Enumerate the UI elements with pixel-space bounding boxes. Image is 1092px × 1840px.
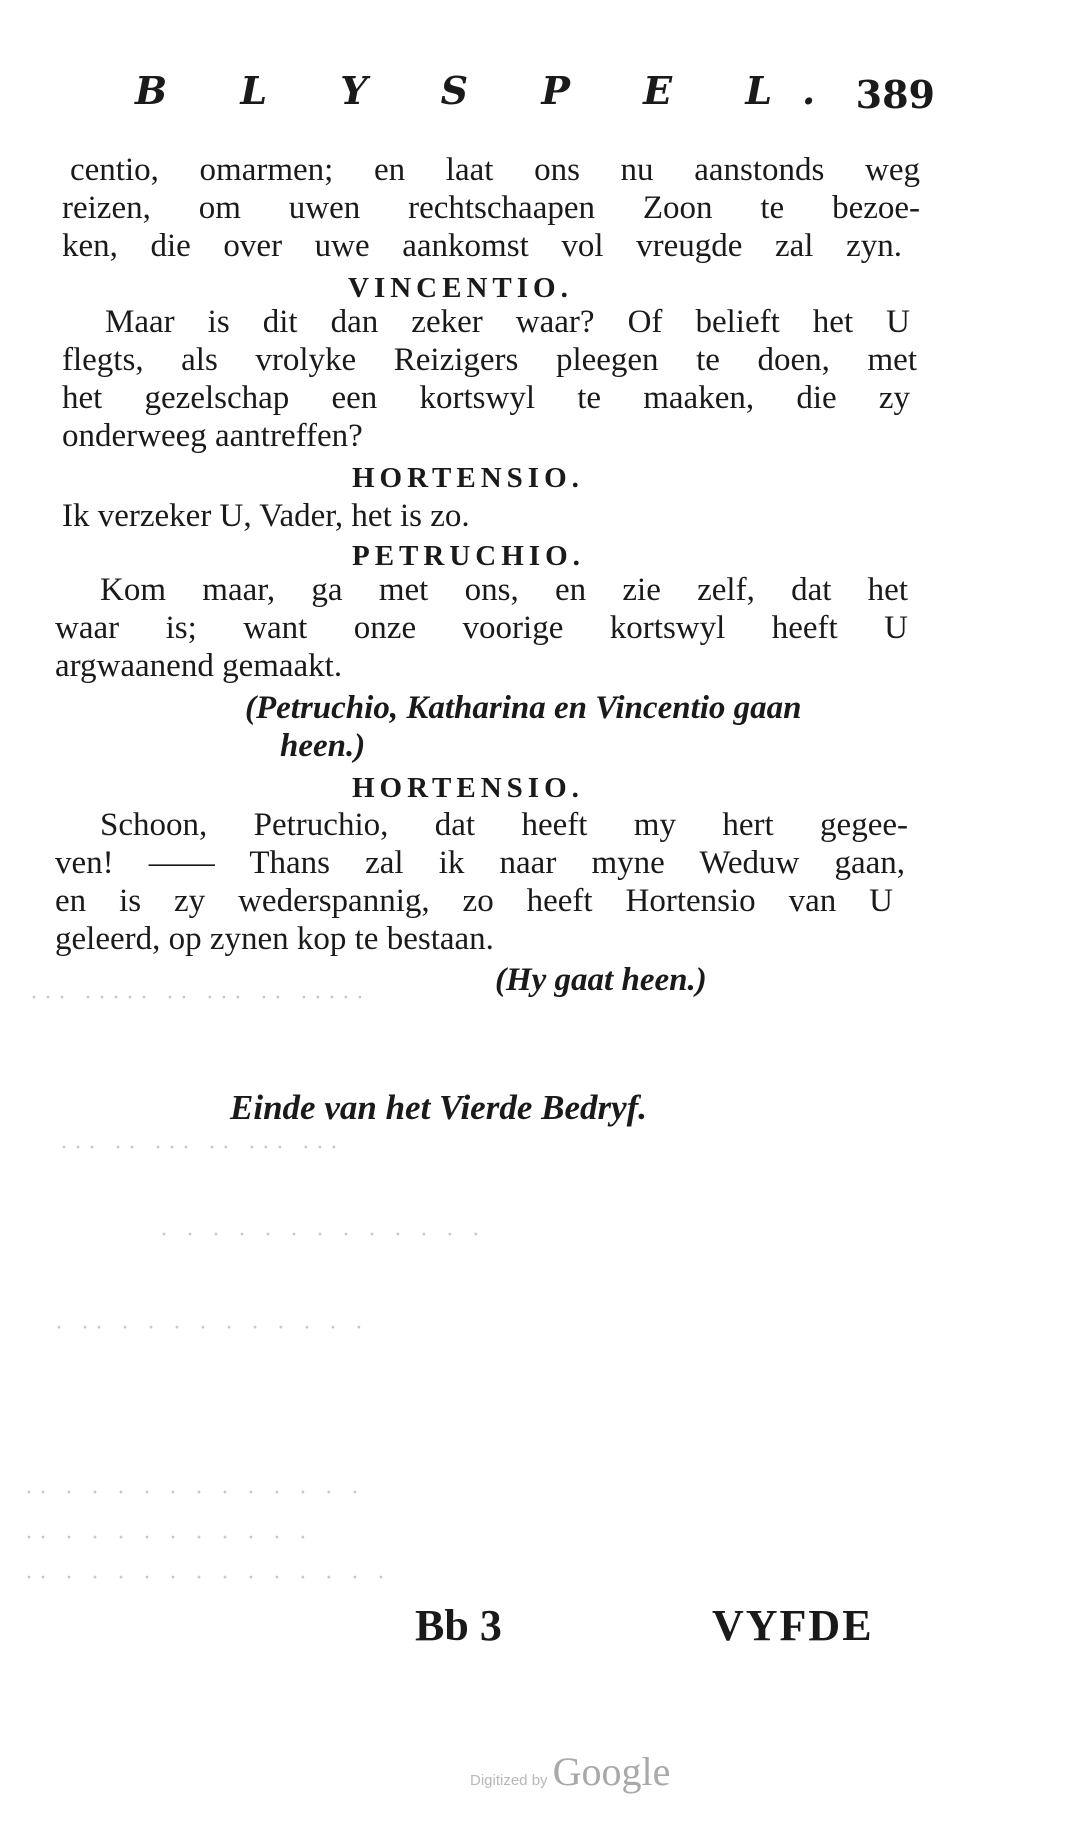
running-head bbox=[135, 68, 935, 118]
text-line: centio, omarmen; en laat ons nu aanstonds weg bbox=[70, 152, 920, 188]
show-through-marks: · · · · · · · · · · · · · bbox=[160, 1222, 486, 1248]
text-line: flegts, als vrolyke Reizigers pleegen te doen, met bbox=[62, 342, 917, 378]
text-line: onderweeg aantreffen? bbox=[62, 418, 363, 454]
text-line: geleerd, op zynen kop te bestaan. bbox=[55, 921, 494, 957]
show-through-marks: · ·· · · · · · · · · · · bbox=[55, 1315, 369, 1341]
running-title: B L Y S P E L. bbox=[135, 68, 846, 113]
stage-direction: (Hy gaat heen.) bbox=[495, 962, 707, 998]
act-end-heading: Einde van het Vierde Bedryf. bbox=[230, 1088, 648, 1127]
google-logo: Google bbox=[552, 1749, 671, 1794]
speaker-name: HORTENSIO. bbox=[352, 772, 584, 804]
catchword: VYFDE bbox=[712, 1601, 874, 1650]
text-line: ven! —— Thans zal ik naar myne Weduw gaan, bbox=[55, 845, 905, 881]
stage-direction: heen.) bbox=[280, 728, 366, 764]
show-through-marks: ··· ·· ··· ·· ··· ··· bbox=[60, 1135, 344, 1161]
speaker-name: VINCENTIO. bbox=[348, 272, 573, 304]
watermark-prefix: Digitized by bbox=[470, 1772, 548, 1789]
text-line: Kom maar, ga met ons, en zie zelf, dat het bbox=[100, 572, 908, 608]
text-line: argwaanend gemaakt. bbox=[55, 648, 343, 684]
speaker-name: HORTENSIO. bbox=[352, 462, 584, 494]
show-through-marks: ·· · · · · · · · · · · bbox=[25, 1525, 313, 1551]
text-line: Maar is dit dan zeker waar? Of belieft het U bbox=[105, 304, 910, 340]
text-line: het gezelschap een kortswyl te maaken, die zy bbox=[62, 380, 910, 416]
show-through-marks: ·· · · · · · · · · · · · · · bbox=[25, 1565, 391, 1591]
show-through-marks: ··· ····· ·· ··· ·· ····· bbox=[30, 985, 370, 1011]
page-number: 389 bbox=[855, 72, 935, 117]
text-line: en is zy wederspannig, zo heeft Hortensio van U bbox=[55, 883, 893, 919]
text-line: Ik verzeker U, Vader, het is zo. bbox=[62, 498, 470, 534]
text-line: reizen, om uwen rechtschaapen Zoon te bezoe- bbox=[62, 190, 920, 226]
speaker-name: PETRUCHIO. bbox=[352, 540, 585, 572]
stage-direction: (Petruchio, Katharina en Vincentio gaan bbox=[245, 690, 802, 726]
text-line: Schoon, Petruchio, dat heeft my hert gegee- bbox=[100, 807, 908, 843]
digitization-watermark bbox=[470, 1748, 670, 1795]
show-through-marks: ·· · · · · · · · · · · · · bbox=[25, 1480, 365, 1506]
text-line: waar is; want onze voorige kortswyl heeft U bbox=[55, 610, 908, 646]
signature-mark: Bb 3 bbox=[415, 1601, 502, 1650]
text-line: ken, die over uwe aankomst vol vreugde zal zyn. bbox=[62, 228, 902, 264]
